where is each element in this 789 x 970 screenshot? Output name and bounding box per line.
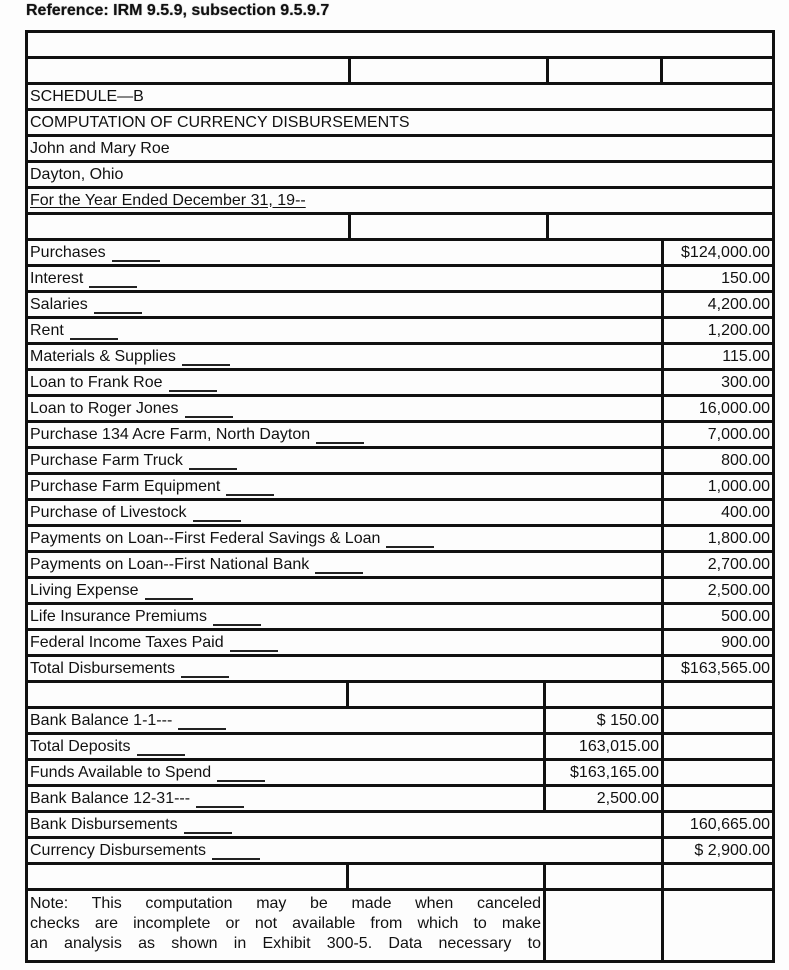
result-row	[28, 810, 772, 836]
disbursement-amount: 150.00	[661, 267, 772, 290]
disbursement-amount: 1,800.00	[661, 527, 772, 550]
disbursement-row	[28, 342, 772, 368]
total-disbursements-amount: $163,565.00	[661, 657, 772, 680]
fill-line	[137, 738, 185, 756]
result-amount: $ 2,900.00	[661, 839, 772, 862]
disbursement-label: Materials & Supplies	[30, 347, 176, 365]
disbursement-row	[28, 602, 772, 628]
disbursement-label: Federal Income Taxes Paid	[30, 633, 224, 651]
fill-line	[217, 764, 265, 782]
taxpayer-location: Dayton, Ohio	[30, 165, 124, 183]
disbursement-label: Life Insurance Premiums	[30, 607, 207, 625]
disbursement-label: Loan to Frank Roe	[30, 373, 163, 391]
note-text: Note: This computation may be made when canceled checks are incomplete or not available from which to make an analysis as shown in Exhibit 300-5. Data necessary to	[30, 895, 541, 952]
location-row	[28, 160, 772, 186]
disbursement-row	[28, 420, 772, 446]
fill-line	[226, 478, 274, 496]
disbursement-label: Payments on Loan--First Federal Savings & Loan	[30, 529, 381, 547]
schedule-subtitle: COMPUTATION OF CURRENCY DISBURSEMENTS	[30, 113, 410, 131]
disbursement-label: Loan to Roger Jones	[30, 399, 179, 417]
blank-split-row	[28, 212, 772, 238]
bank-amount: 2,500.00	[543, 787, 661, 810]
disbursement-row	[28, 498, 772, 524]
fill-line	[213, 608, 261, 626]
disbursement-label: Interest	[30, 269, 84, 287]
bank-row	[28, 784, 772, 810]
disbursement-row	[28, 394, 772, 420]
disbursement-row	[28, 316, 772, 342]
result-amount: 160,665.00	[661, 813, 772, 836]
disbursement-row	[28, 576, 772, 602]
disbursement-label: Purchase of Livestock	[30, 503, 187, 521]
blank-row	[28, 30, 772, 56]
disbursement-amount: 115.00	[661, 345, 772, 368]
disbursement-label: Total Disbursements	[30, 659, 175, 677]
reference-heading	[26, 2, 329, 20]
bank-label: Bank Balance 1-1---	[30, 711, 173, 729]
disbursement-amount: 300.00	[661, 371, 772, 394]
period-row	[28, 186, 772, 212]
fill-line	[184, 816, 232, 834]
reference-text: Reference: IRM 9.5.9, subsection 9.5.9.7	[26, 2, 330, 19]
total-disbursements-row	[28, 654, 772, 680]
fill-line	[196, 790, 244, 808]
bank-label: Funds Available to Spend	[30, 763, 212, 781]
bank-label: Total Deposits	[30, 737, 131, 755]
fill-line	[112, 244, 160, 262]
disbursement-amount: 500.00	[661, 605, 772, 628]
fill-line	[185, 400, 233, 418]
bank-label: Bank Balance 12-31---	[30, 789, 191, 807]
disbursement-amount: $124,000.00	[661, 241, 772, 264]
disbursement-amount: 1,200.00	[661, 319, 772, 342]
fill-line	[386, 530, 434, 548]
schedule-subtitle-row	[28, 108, 772, 134]
fill-line	[189, 452, 237, 470]
disbursement-amount: 16,000.00	[661, 397, 772, 420]
fill-line	[193, 504, 241, 522]
disbursement-amount: 2,500.00	[661, 579, 772, 602]
bank-amount: $ 150.00	[543, 709, 661, 732]
bank-row	[28, 706, 772, 732]
disbursement-label: Rent	[30, 321, 64, 339]
fill-line	[169, 374, 217, 392]
disbursement-row	[28, 628, 772, 654]
fill-line	[230, 634, 278, 652]
result-label: Bank Disbursements	[30, 815, 178, 833]
fill-line	[70, 322, 118, 340]
bank-amount: 163,015.00	[543, 735, 661, 758]
bank-amount: $163,165.00	[543, 761, 661, 784]
result-label: Currency Disbursements	[30, 841, 207, 859]
disbursement-row	[28, 238, 772, 264]
disbursement-row	[28, 550, 772, 576]
fill-line	[181, 660, 229, 678]
bank-row	[28, 732, 772, 758]
disbursement-label: Salaries	[30, 295, 88, 313]
disbursement-amount: 800.00	[661, 449, 772, 472]
blank-split-row	[28, 680, 772, 706]
disbursement-amount: 4,200.00	[661, 293, 772, 316]
schedule-title-row	[28, 82, 772, 108]
disbursement-label: Purchases	[30, 243, 106, 261]
disbursement-row	[28, 472, 772, 498]
disbursement-amount: 2,700.00	[661, 553, 772, 576]
disbursement-row	[28, 446, 772, 472]
fill-line	[89, 270, 137, 288]
blank-split-row	[28, 56, 772, 82]
disbursement-amount: 1,000.00	[661, 475, 772, 498]
note-row	[28, 888, 772, 960]
fill-line	[178, 712, 226, 730]
disbursement-row	[28, 368, 772, 394]
disbursement-amount: 900.00	[661, 631, 772, 654]
disbursement-label: Purchase Farm Truck	[30, 451, 183, 469]
fill-line	[182, 348, 230, 366]
disbursement-label: Purchase Farm Equipment	[30, 477, 221, 495]
bank-row	[28, 758, 772, 784]
disbursement-amount: 7,000.00	[661, 423, 772, 446]
taxpayer-row	[28, 134, 772, 160]
fill-line	[315, 556, 363, 574]
disbursement-label: Living Expense	[30, 581, 139, 599]
disbursement-row	[28, 524, 772, 550]
fill-line	[94, 296, 142, 314]
schedule-table	[25, 30, 775, 963]
disbursement-label: Purchase 134 Acre Farm, North Dayton	[30, 425, 311, 443]
fill-line	[212, 842, 260, 860]
period-text: For the Year Ended December 31, 19--	[30, 191, 306, 209]
fill-line	[316, 426, 364, 444]
disbursement-row	[28, 290, 772, 316]
disbursement-row	[28, 264, 772, 290]
result-row	[28, 836, 772, 862]
schedule-title: SCHEDULE—B	[30, 87, 144, 105]
blank-split-row	[28, 862, 772, 888]
fill-line	[145, 582, 193, 600]
disbursement-amount: 400.00	[661, 501, 772, 524]
disbursement-label: Payments on Loan--First National Bank	[30, 555, 310, 573]
taxpayer-name: John and Mary Roe	[30, 139, 170, 157]
